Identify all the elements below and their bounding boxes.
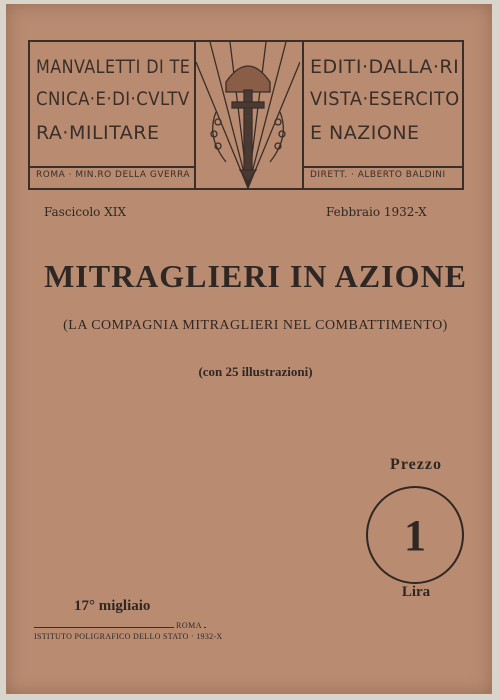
price-value: 1 — [404, 510, 426, 560]
masthead — [28, 40, 464, 190]
masthead-left-line-2: CNICA·E·DI·CVLTV — [36, 88, 190, 110]
masthead-left-line-1: MANVALETTI DI TE — [36, 56, 191, 78]
price-circle — [366, 486, 464, 584]
footer-publisher: ISTITUTO POLIGRAFICO DELLO STATO · 1932-X — [34, 632, 223, 641]
masthead-left-panel — [30, 42, 196, 188]
price-label: Prezzo — [390, 456, 442, 473]
footer-city: ROMA — [176, 621, 203, 630]
masthead-right-rule — [304, 166, 464, 168]
book-title: MITRAGLIERI IN AZIONE — [44, 258, 467, 294]
issue-number: Fascicolo XIX — [44, 205, 127, 219]
book-cover — [6, 4, 492, 694]
masthead-right-line-3: E NAZIONE — [310, 122, 420, 144]
issue-date: Febbraio 1932-X — [326, 205, 427, 219]
book-subtitle: (LA COMPAGNIA MITRAGLIERI NEL COMBATTIMENTO) — [63, 318, 448, 333]
illustrations-note: (con 25 illustrazioni) — [198, 364, 313, 379]
masthead-left-small: ROMA · MIN.RO DELLA GVERRA — [36, 170, 191, 180]
masthead-left-rule — [30, 166, 194, 168]
masthead-right-line-2: VISTA·ESERCITO — [310, 88, 460, 110]
masthead-right-line-1: EDITI·DALLA·RI — [310, 56, 460, 78]
masthead-left-line-3: RA·MILITARE — [36, 122, 160, 144]
price-unit: Lira — [401, 584, 431, 600]
emblem-icon — [196, 42, 300, 188]
masthead-right-small: DIRETT. · ALBERTO BALDINI — [310, 170, 446, 180]
edition-note: 17° migliaio — [74, 598, 151, 614]
masthead-right-panel — [302, 42, 464, 188]
